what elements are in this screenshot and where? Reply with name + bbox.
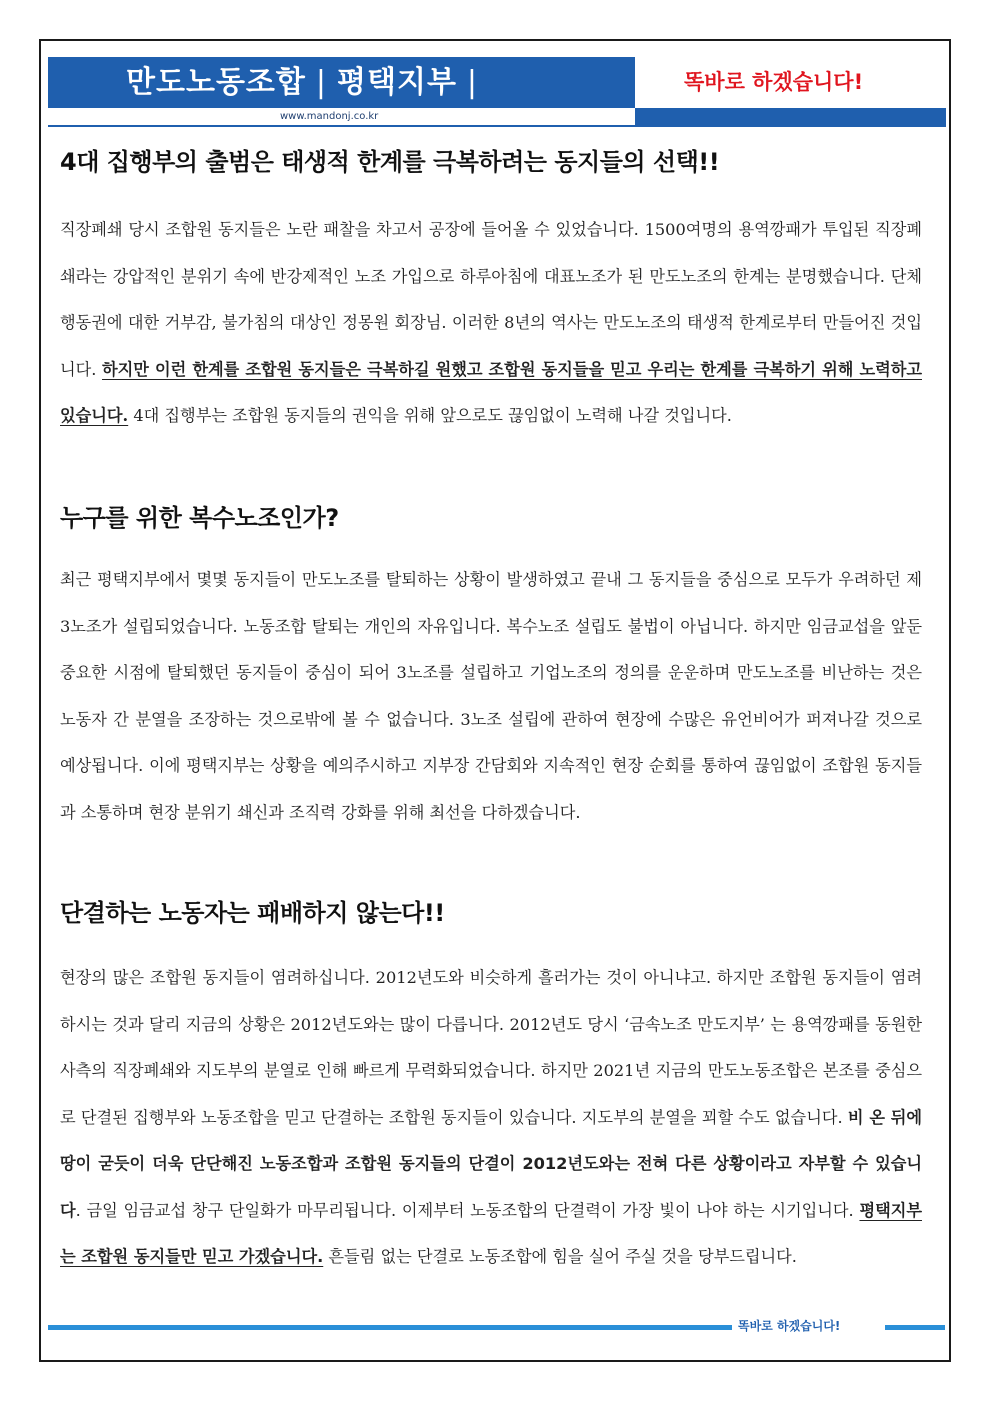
section-1-text-b: 4대 집행부는 조합원 동지들의 권익을 위해 앞으로도 끊임없이 노력해 나갈 것입니다. — [128, 406, 732, 425]
union-name: 만도노동조합 — [126, 65, 306, 100]
section-3-bold: 비 온 뒤에 땅이 굳듯이 더욱 단단해진 노동조합과 조합원 동지들의 단결이 2012년도와는 전혀 다른 상황이라고 자부할 수 있습니다 — [60, 1107, 922, 1220]
section-1-text-a: 직장폐쇄 당시 조합원 동지들은 노란 패찰을 차고서 공장에 들어올 수 있었습니다. 1500여명의 용역깡패가 투입된 직장폐쇄라는 강압적인 분위기 속에 반강제적인 노조 가입으로 하루아침에 대표노조가 된 만도노조의 한계는 분명했습니다. 단체행동권에 대한 거부감, 불가침의 대상인 정몽원 회장님. 이러한 8년의 역사는 만도노조의 태생적 한계로부터 만들어진 것입니다. — [60, 220, 922, 379]
section-body-2 — [60, 557, 922, 836]
section-heading-3: 단결하는 노동자는 패배하지 않는다!! — [60, 899, 445, 927]
section-3-text-b: . 금일 임금교섭 창구 단일화가 마무리됩니다. 이제부터 노동조합의 단결력이 가장 빛이 나야 하는 시기입니다. — [75, 1200, 860, 1220]
title-separator-end: | — [466, 65, 479, 100]
header-slogan: 똑바로 하겠습니다! — [684, 70, 864, 94]
section-heading-2: 누구를 위한 복수노조인가? — [60, 504, 339, 532]
header-title — [126, 60, 488, 108]
header-underline — [48, 125, 946, 127]
section-heading-1: 4대 집행부의 출범은 태생적 한계를 극복하려는 동지들의 선택!! — [60, 148, 720, 176]
header-stripe — [635, 108, 946, 125]
section-3-text-c: 흔들림 없는 단결로 노동조합에 힘을 실어 주실 것을 당부드립니다. — [323, 1247, 797, 1266]
footer-bar — [48, 1325, 732, 1330]
section-body-1 — [60, 207, 922, 440]
section-2-text: 최근 평택지부에서 몇몇 동지들이 만도노조를 탈퇴하는 상황이 발생하였고 끝내 그 동지들을 중심으로 모두가 우려하던 제 3노조가 설립되었습니다. 노동조합 탈퇴는 개인의 자유입니다. 복수노조 설립도 불법이 아닙니다. 하지만 임금교섭을 앞둔 중요한 시점에 탈퇴했던 동지들이 중심이 되어 3노조를 설립하고 기업노조의 정의를 운운하며 만도노조를 비난하는 것은 노동자 간 분열을 조장하는 것으로밖에 볼 수 없습니다. 3노조 설립에 관하여 현장에 수많은 유언비어가 퍼져나갈 것으로 예상됩니다. 이에 평택지부는 상황을 예의주시하고 지부장 간담회와 지속적인 현장 순회를 통하여 끊임없이 조합원 동지들과 소통하며 현장 분위기 쇄신과 조직력 강화를 위해 최선을 다하겠습니다. — [60, 570, 922, 822]
branch-name: 평택지부 — [337, 65, 457, 100]
section-3-emphasis: 평택지부는 조합원 동지들만 믿고 가겠습니다. — [60, 1200, 922, 1266]
title-separator: | — [315, 65, 327, 100]
header-banner — [48, 57, 946, 125]
footer-slogan: 똑바로 하겠습니다! — [738, 1319, 841, 1333]
section-1-emphasis: 하지만 이런 한계를 조합원 동지들은 극복하길 원했고 조합원 동지들을 믿고 우리는 한계를 극복하기 위해 노력하고 있습니다. — [60, 359, 922, 425]
website-url: www.mandonj.co.kr — [280, 111, 379, 122]
section-3-text-a: 현장의 많은 조합원 동지들이 염려하십니다. 2012년도와 비슷하게 흘러가는 것이 아니냐고. 하지만 조합원 동지들이 염려하시는 것과 달리 지금의 상황은 2012년도와는 많이 다릅니다. 2012년도 당시 ‘금속노조 만도지부’ 는 용역깡패를 동원한 사측의 직장폐쇄와 지도부의 분열로 인해 빠르게 무력화되었습니다. 하지만 2021년 지금의 만도노동조합은 본조를 중심으로 단결된 집행부와 노동조합을 믿고 단결하는 조합원 동지들이 있습니다. 지도부의 분열을 꾀할 수도 없습니다. — [60, 968, 922, 1127]
section-body-3 — [60, 955, 922, 1281]
footer-bar-end — [885, 1325, 945, 1330]
